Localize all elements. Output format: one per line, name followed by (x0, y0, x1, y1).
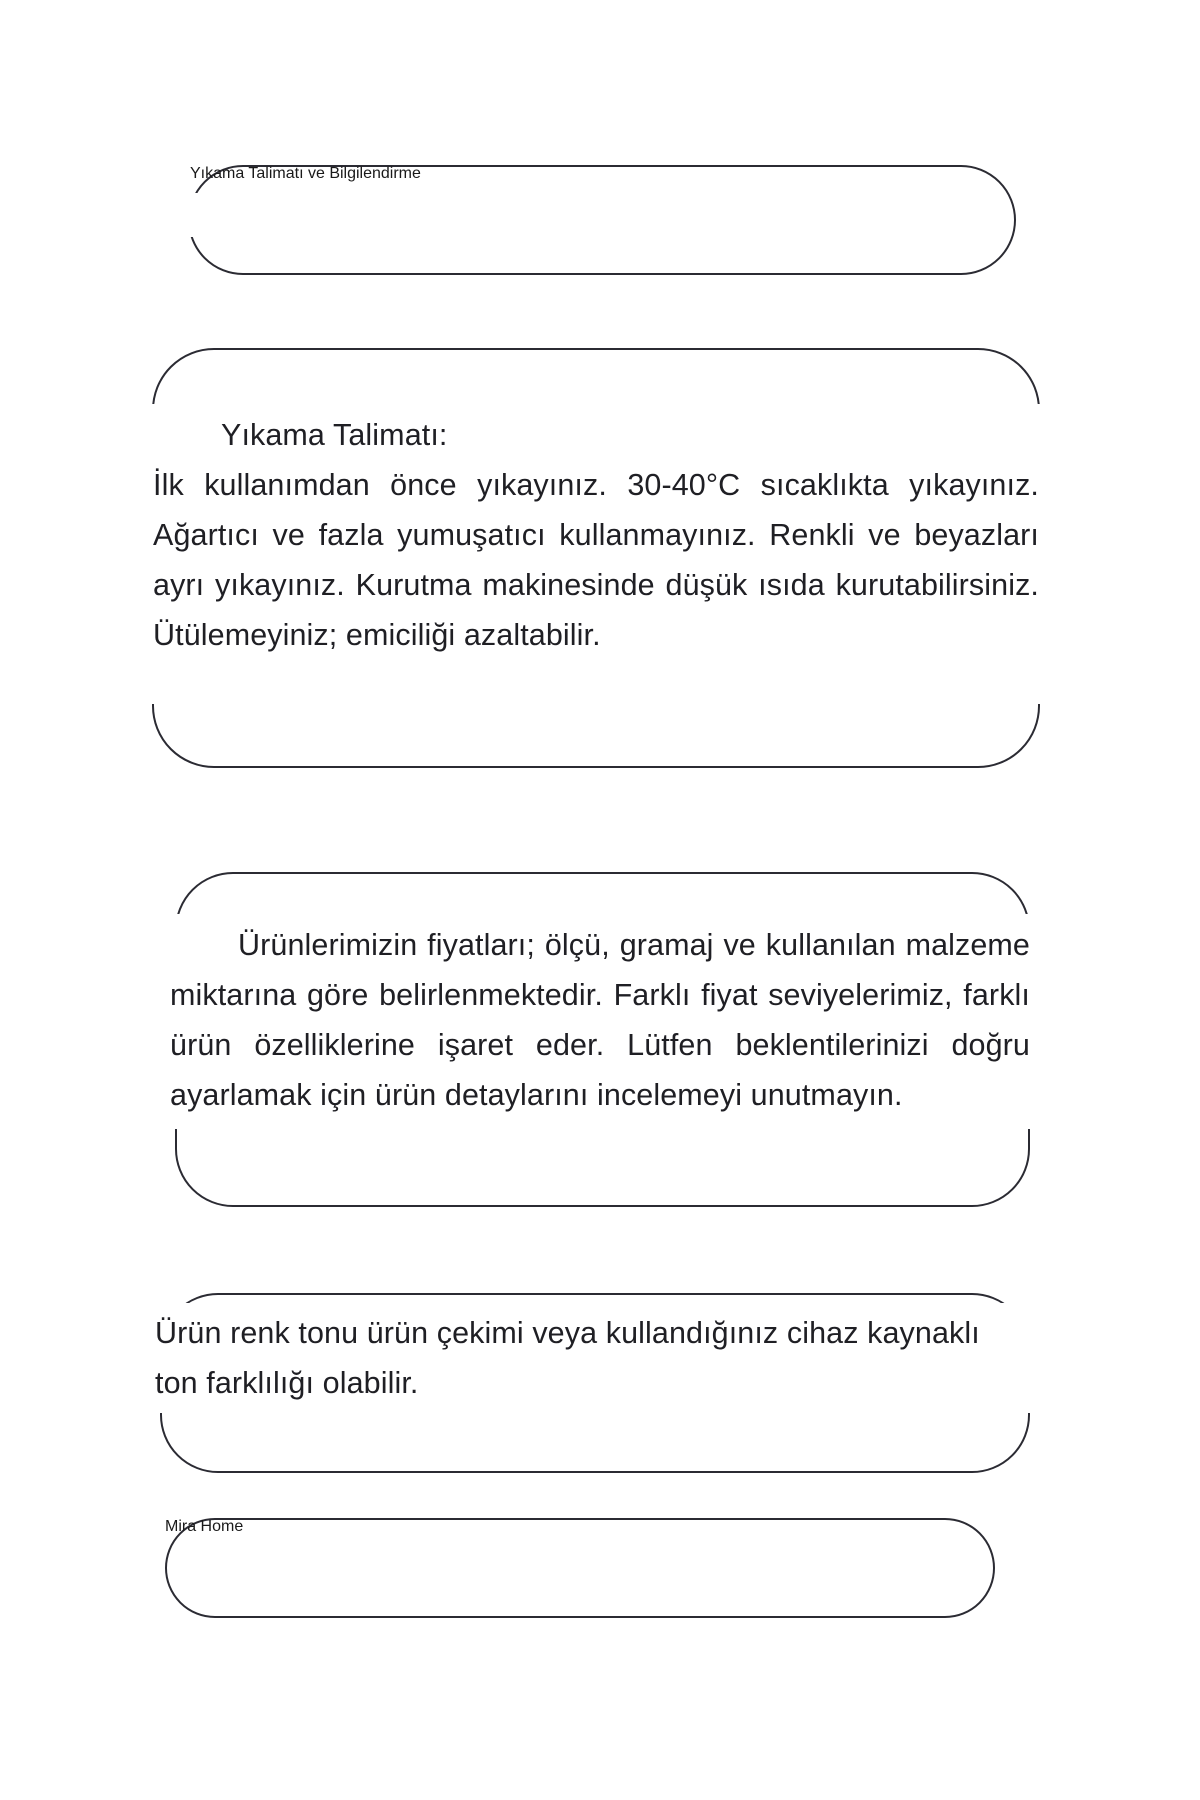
color-tone-block (155, 1293, 1035, 1473)
washing-body: İlk kullanımdan önce yıkayınız. 30-40°C sıcaklıkta yıkayınız. Ağartıcı ve fazla yumuşatıcı kullanmayınız. Renkli ve beyazları ayrı yıkayınız. Kurutma makinesinde düşük ısıda kurutabilirsiniz. Ütülemeyiniz; emiciliği azaltabilir. (153, 468, 1039, 652)
washing-instructions-text (152, 410, 1040, 660)
pricing-info-block (170, 872, 1035, 1207)
washing-instructions-block (152, 348, 1040, 768)
color-tone-text: Ürün renk tonu ürün çekimi veya kullandığınız cihaz kaynaklı ton farklılığı olabilir. (155, 1316, 980, 1400)
pricing-info-text: Ürünlerimizin fiyatları; ölçü, gramaj ve kullanılan malzeme miktarına göre belirlenmektedir. Farklı fiyat seviyelerimiz, farklı ürün özelliklerine işaret eder. Lütfen beklentilerinizi doğru ayarlamak için ürün detaylarını incelemeyi unutmayın. (170, 928, 1030, 1112)
page-title: Yıkama Talimatı ve Bilgilendirme (190, 165, 421, 182)
brand-block (165, 1518, 995, 1618)
brand-name: Mira Home (165, 1518, 244, 1535)
page-title-wrap (190, 165, 1018, 275)
washing-heading: Yıkama Talimatı: (221, 418, 448, 452)
title-mask (186, 193, 806, 237)
